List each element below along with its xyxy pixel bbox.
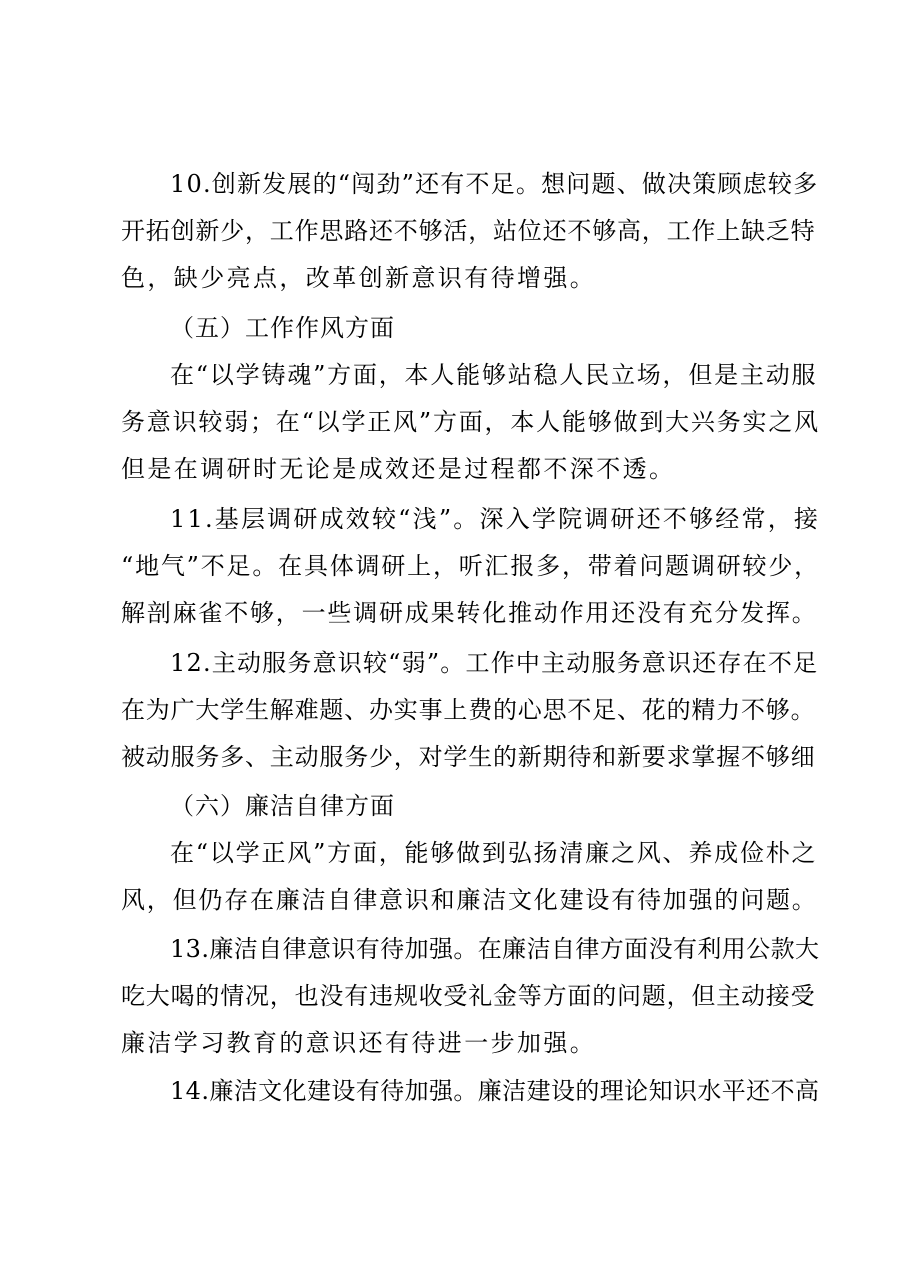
paragraph-10-line-3: 色，缺少亮点，改革创新意识有待增强。 (121, 264, 597, 292)
paragraph-10-line-1: 10.创新发展的“闯劲”还有不足。想问题、做决策顾虑较多 (170, 170, 819, 198)
paragraph-13-line-2: 吃大喝的情况，也没有违规收受礼金等方面的问题，但主动接受 (121, 982, 816, 1010)
section-5-intro-line-3: 但是在调研时无论是成效还是过程都不深不透。 (121, 455, 676, 483)
paragraph-13-line-3: 廉洁学习教育的意识还有待进一步加强。 (121, 1029, 597, 1057)
paragraph-12-line-2: 在为广大学生解难题、办实事上费的心思不足、花的精力不够。 (121, 696, 816, 724)
section-heading-6: （六）廉洁自律方面 (170, 792, 395, 820)
paragraph-11-line-3: 解剖麻雀不够，一些调研成果转化推动作用还没有充分发挥。 (121, 599, 818, 627)
section-6-intro-line-2: 风，但仍存在廉洁自律意识和廉洁文化建设有待加强的问题。 (121, 886, 818, 914)
paragraph-13-line-1: 13.廉洁自律意识有待加强。在廉洁自律方面没有利用公款大 (170, 935, 820, 963)
section-5-intro-line-2: 务意识较弱；在“以学正风”方面，本人能够做到大兴务实之风 (121, 408, 820, 436)
paragraph-12-line-1: 12.主动服务意识较“弱”。工作中主动服务意识还存在不足 (170, 649, 819, 677)
paragraph-11-line-2: “地气”不足。在具体调研上，听汇报多，带着问题调研较少， (121, 552, 820, 580)
paragraph-11-line-1: 11.基层调研成效较“浅”。深入学院调研还不够经常，接 (170, 505, 821, 533)
paragraph-14-line-1: 14.廉洁文化建设有待加强。廉洁建设的理论知识水平还不高 (170, 1077, 820, 1105)
section-6-intro-line-1: 在“以学正风”方面，能够做到弘扬清廉之风、养成俭朴之 (170, 839, 818, 867)
paragraph-12-line-3: 被动服务多、主动服务少，对学生的新期待和新要求掌握不够细 (121, 743, 816, 771)
section-heading-5: （五）工作作风方面 (170, 314, 395, 342)
paragraph-10-line-2: 开拓创新少，工作思路还不够活，站位还不够高，工作上缺乏特 (121, 217, 816, 245)
section-5-intro-line-1: 在“以学铸魂”方面，本人能够站稳人民立场，但是主动服 (170, 361, 818, 389)
